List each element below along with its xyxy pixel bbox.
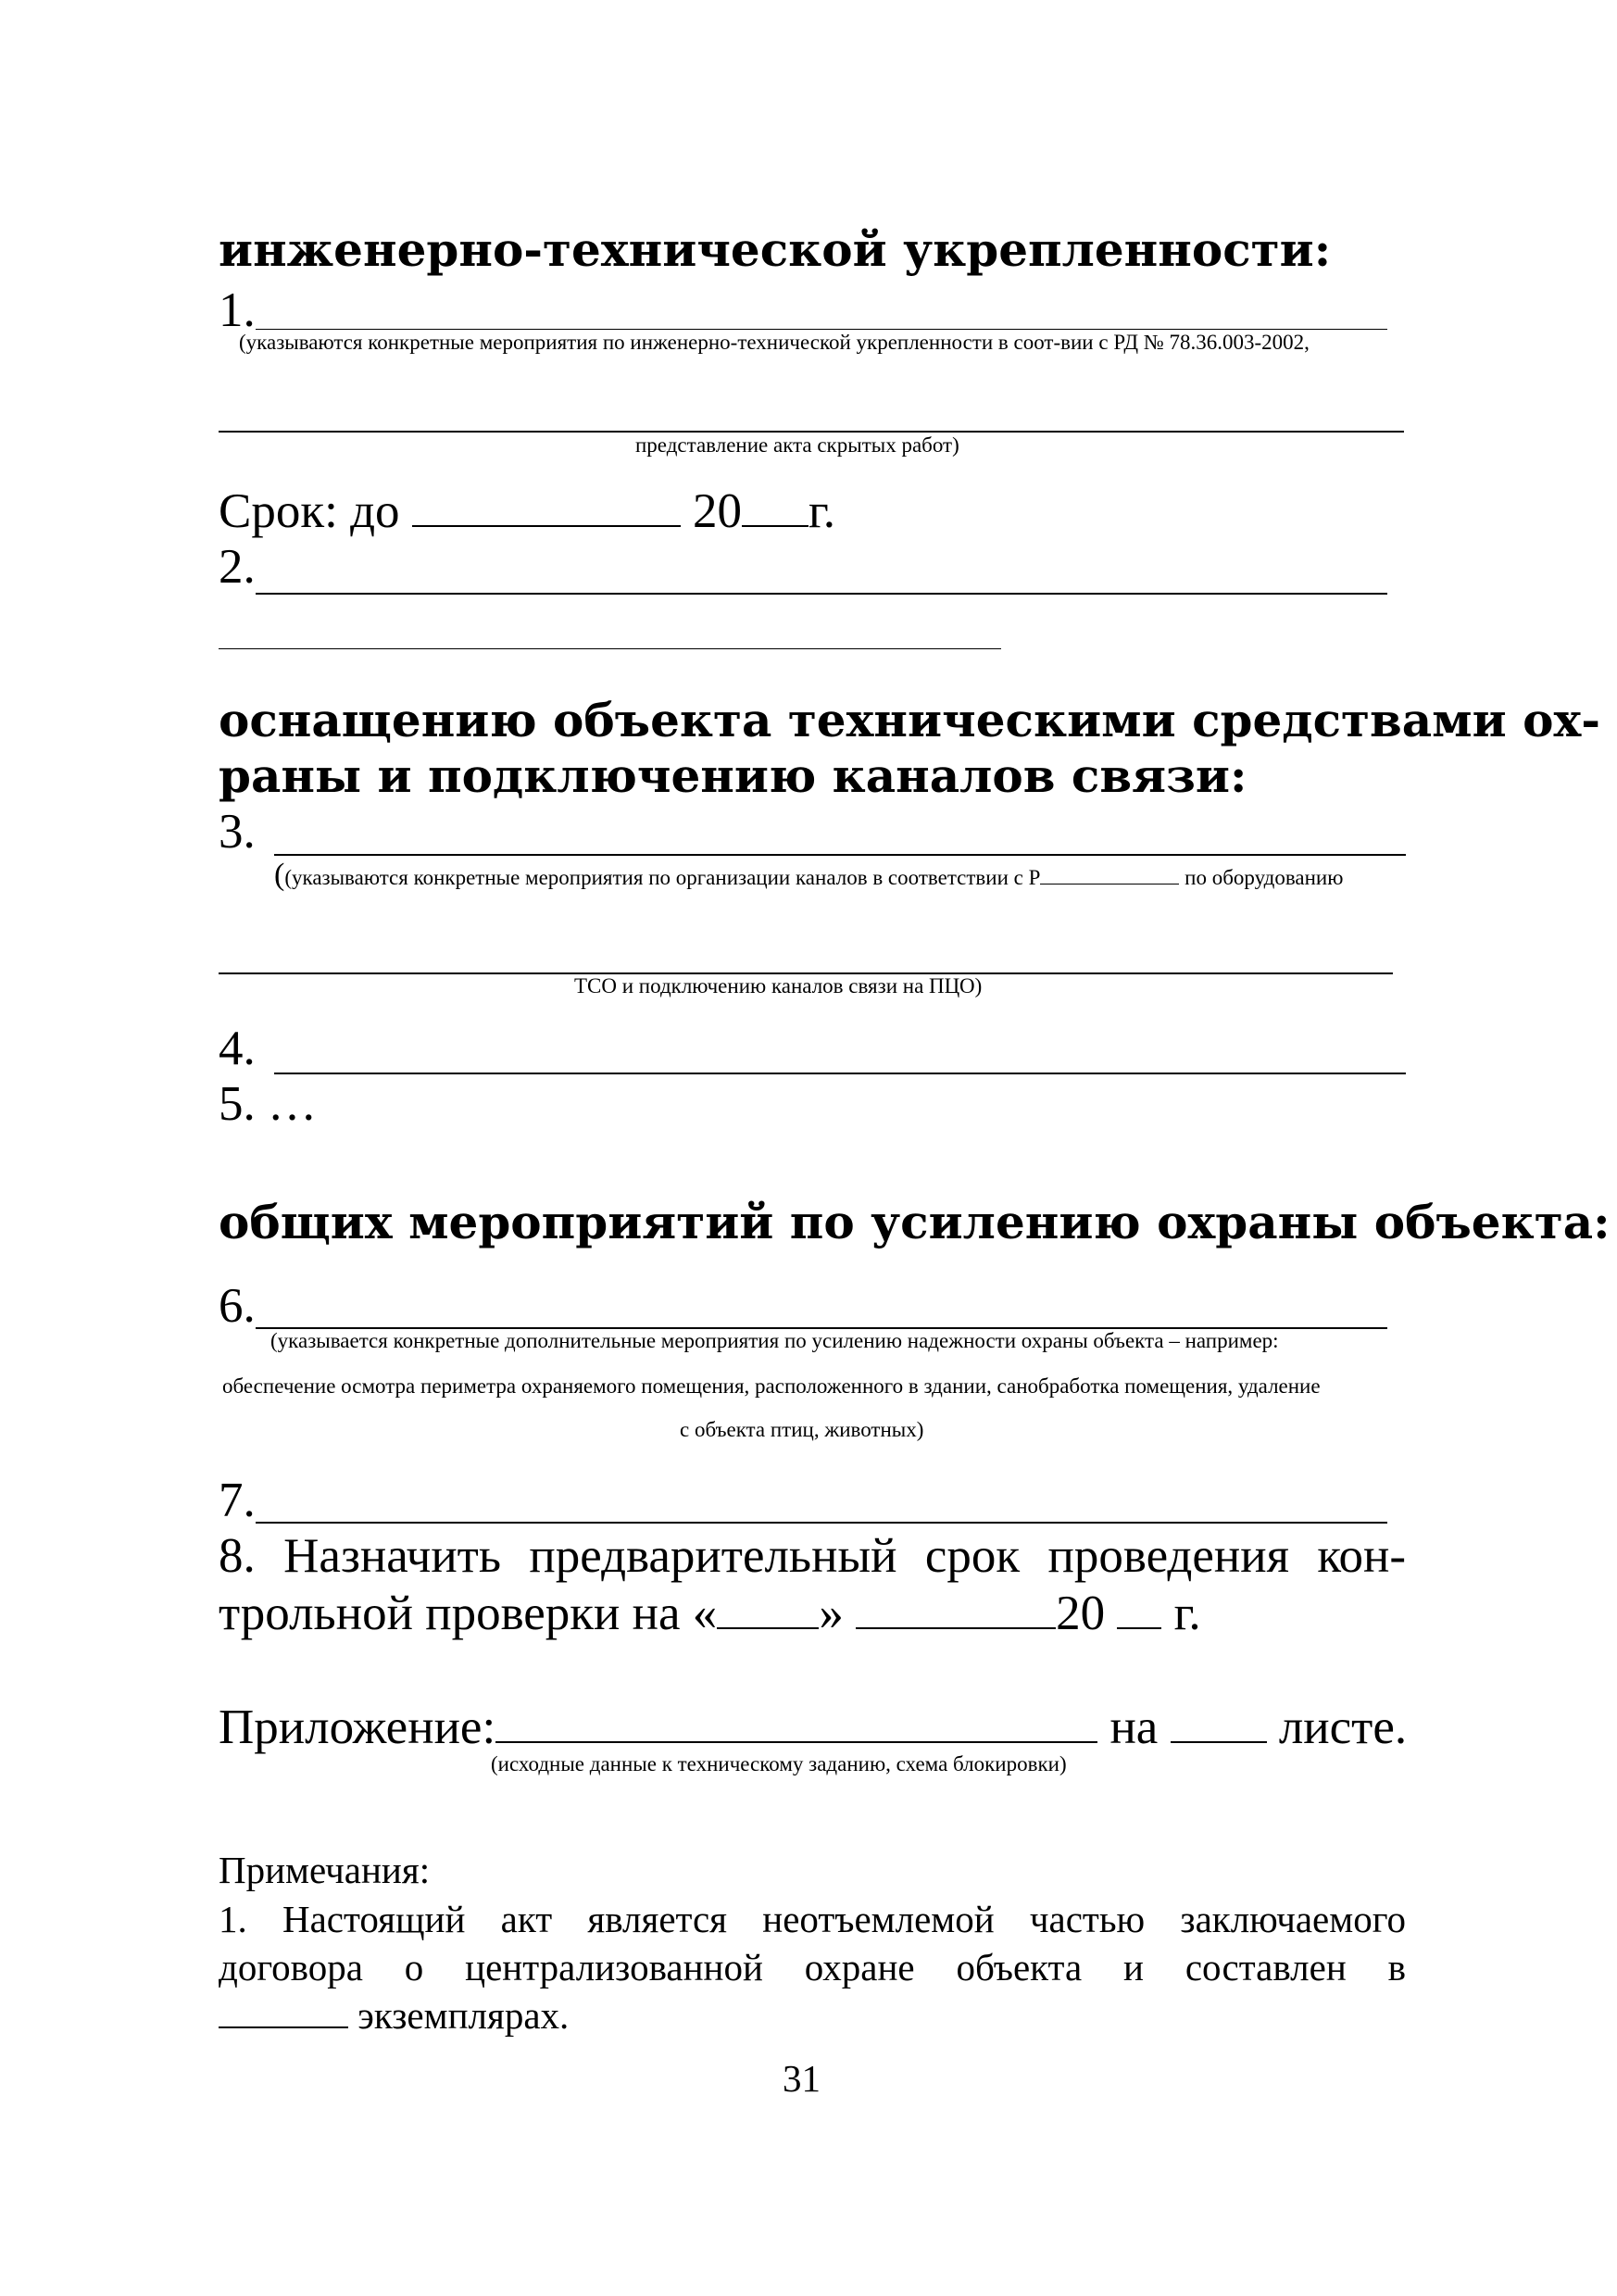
page-number: 31 — [783, 2057, 821, 2100]
appendix-label: Приложение: — [219, 1700, 496, 1754]
item-8-text: трольной проверки на « — [219, 1587, 718, 1640]
item-7-line — [256, 1522, 1387, 1524]
item-1-number: 1. — [219, 283, 256, 337]
item-8-line-2 — [219, 1586, 1201, 1641]
item-3-hint-1: ((указываются конкретные мероприятия по организации каналов в соответствии с Р по оборудованию — [274, 858, 1344, 892]
notes-line-2: договора о централизованной охране объекта и составлен в — [219, 1946, 1406, 1989]
item-6-hint-3: с объекта птиц, животных) — [680, 1418, 924, 1441]
appendix-on: на — [1109, 1700, 1159, 1754]
notes-copies-blank — [219, 1997, 348, 2028]
section-heading-engineering: инженерно-технической укрепленности: — [219, 222, 1332, 277]
item-1-line-2 — [219, 431, 1404, 433]
deadline-suffix: г. — [808, 484, 836, 538]
notes-line-3 — [219, 1993, 569, 2038]
item-3-hint-blank — [1040, 865, 1179, 885]
deadline-row — [219, 483, 835, 539]
item-3-number: 3. — [219, 805, 256, 859]
deadline-prefix: Срок: до — [219, 484, 400, 538]
item-6-number: 6. — [219, 1279, 256, 1333]
item-2-line-2 — [219, 648, 1001, 649]
item-8-line-1: 8. Назначить предварительный срок проведения кон- — [219, 1529, 1406, 1583]
notes-line-3-text: экземплярах. — [357, 1994, 570, 2037]
appendix-sheets-blank — [1171, 1704, 1267, 1743]
item-1-line — [256, 329, 1387, 330]
item-8-month-blank — [856, 1590, 1056, 1629]
item-3-hint-2: ТСО и подключению каналов связи на ПЦО) — [574, 974, 983, 997]
item-8-close-quote: » — [819, 1587, 844, 1640]
item-5: 5. … — [219, 1077, 317, 1131]
item-8-year-blank — [1117, 1590, 1161, 1629]
item-6-hint-2: обеспечение осмотра периметра охраняемого помещения, расположенного в здании, санобработка помещения, удаление — [222, 1374, 1321, 1398]
item-8-suffix: г. — [1173, 1587, 1201, 1640]
item-3-hint-1-b: по оборудованию — [1185, 866, 1344, 889]
item-3-hint-1-a: (указываются конкретные мероприятия по организации каналов в соответствии с Р — [284, 866, 1041, 889]
appendix-blank — [495, 1704, 1097, 1743]
appendix-hint: (исходные данные к техническому заданию, схема блокировки) — [491, 1752, 1067, 1775]
item-7-number: 7. — [219, 1474, 256, 1527]
item-8-year: 20 — [1056, 1587, 1106, 1640]
section-heading-general: общих мероприятий по усилению охраны объекта: — [219, 1195, 1611, 1249]
deadline-date-blank — [412, 488, 681, 527]
item-4-line — [274, 1073, 1406, 1074]
item-4-number: 4. — [219, 1022, 256, 1075]
section-heading-equipment-2: раны и подключению каналов связи: — [219, 748, 1247, 803]
notes-title: Примечания: — [219, 1849, 431, 1891]
notes-line-1: 1. Настоящий акт является неотъемлемой частью заключаемого — [219, 1898, 1406, 1940]
item-2-number: 2. — [219, 540, 256, 594]
appendix-row — [219, 1700, 1407, 1755]
item-1-hint-1: (указываются конкретные мероприятия по инженерно-технической укрепленности в соот-вии с РД № 78.36.003-2002, — [239, 331, 1310, 354]
section-heading-equipment-1: оснащению объекта техническими средствами ох- — [219, 693, 1601, 747]
item-6-hint-1: (указывается конкретные дополнительные мероприятия по усилению надежности охраны объекта – например: — [270, 1329, 1279, 1352]
deadline-year-blank — [742, 488, 808, 527]
item-2-line — [256, 593, 1387, 595]
item-1-hint-2: представление акта скрытых работ) — [635, 433, 959, 457]
appendix-sheet: листе. — [1278, 1700, 1408, 1754]
item-8-day-blank — [717, 1590, 819, 1629]
deadline-year: 20 — [693, 484, 743, 538]
item-3-line — [274, 854, 1406, 856]
